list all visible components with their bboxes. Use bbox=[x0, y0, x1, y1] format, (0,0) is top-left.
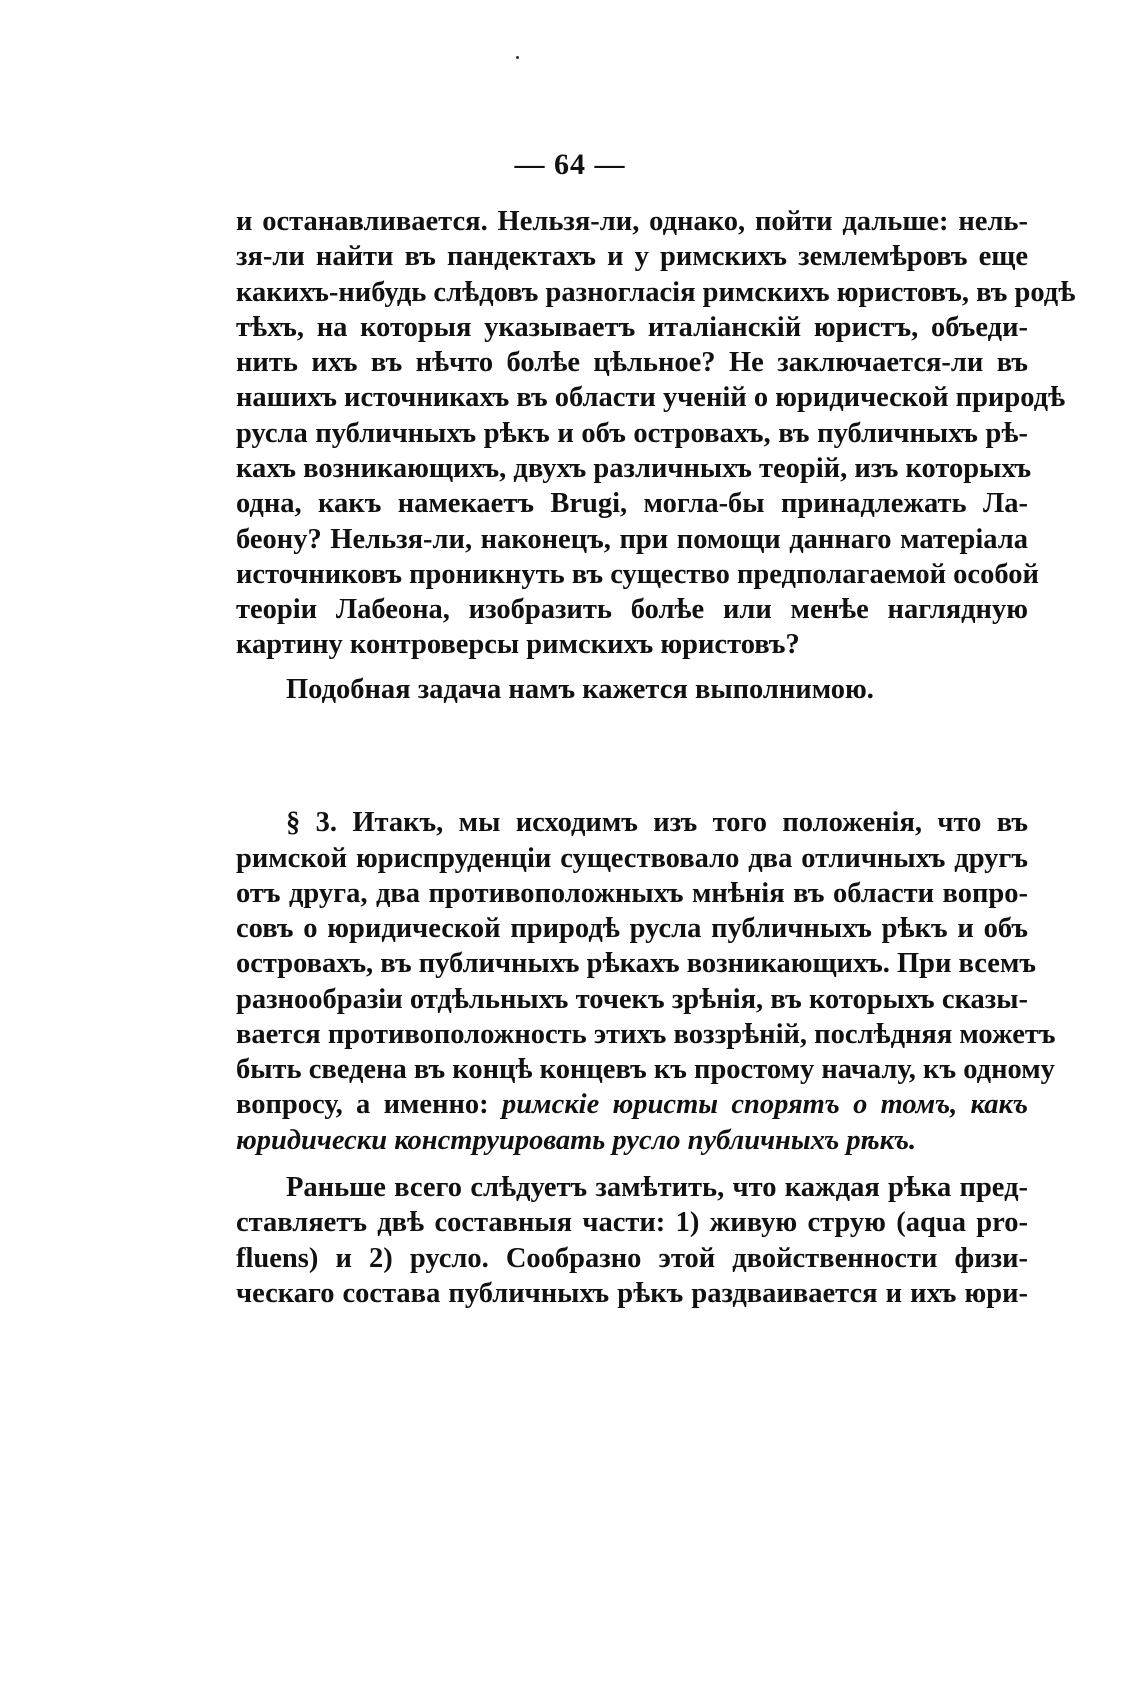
text-line: нашихъ источникахъ въ области ученій о юридической природѣ bbox=[236, 382, 1066, 413]
text-line: картину контроверсы римскихъ юристовъ? bbox=[236, 629, 800, 660]
text-line: зя-ли найти въ пандектахъ и у римскихъ землемѣровъ еще bbox=[236, 241, 1028, 272]
text-line: тѣхъ, на которыя указываетъ италіанскій юристъ, объеди- bbox=[236, 312, 1028, 343]
text-line: разнообразіи отдѣльныхъ точекъ зрѣнія, въ которыхъ сказы- bbox=[236, 984, 1028, 1015]
text-line: вается противоположность этихъ воззрѣній, послѣдняя можетъ bbox=[236, 1019, 1056, 1050]
ink-speck bbox=[516, 56, 519, 59]
text-line: римской юриспруденціи существовало два отличныхъ другъ bbox=[236, 843, 1028, 874]
text-plain: вопросу, а именно: bbox=[236, 1089, 502, 1120]
text-emphasis: римскіе юристы спорятъ о томъ, какъ bbox=[501, 1089, 1028, 1120]
text-line: одна, какъ намекаетъ Brugi, могла-бы принадлежать Ла- bbox=[236, 488, 1028, 519]
text-line: совъ о юридической природѣ русла публичныхъ рѣкъ и объ bbox=[236, 913, 1028, 944]
text-line: и останавливается. Нельзя-ли, однако, пойти дальше: нель- bbox=[236, 206, 1028, 237]
text-line: островахъ, въ публичныхъ рѣкахъ возникающихъ. При всемъ bbox=[236, 948, 1036, 979]
text-line: ставляетъ двѣ составныя части: 1) живую струю (aqua pro- bbox=[236, 1207, 1028, 1238]
text-line: кахъ возникающихъ, двухъ различныхъ теорій, изъ которыхъ bbox=[236, 453, 1032, 484]
text-line: Раньше всего слѣдуетъ замѣтить, что каждая рѣка пред- bbox=[286, 1172, 1028, 1203]
text-line: теоріи Лабеона, изобразить болѣе или менѣе наглядную bbox=[236, 594, 1028, 625]
text-emphasis-line: юридически конструировать русло публичныхъ рѣкъ. bbox=[236, 1125, 917, 1156]
section-heading-line: § 3. Итакъ, мы исходимъ изъ того положенія, что въ bbox=[286, 807, 1028, 838]
text-line: быть сведена въ концѣ концевъ къ простому началу, къ одному bbox=[236, 1054, 1055, 1085]
text-line: Подобная задача намъ кажется выполнимою. bbox=[286, 674, 874, 705]
text-line: какихъ-нибудь слѣдовъ разногласія римскихъ юристовъ, въ родѣ bbox=[236, 277, 1076, 308]
text-line: источниковъ проникнуть въ существо предполагаемой особой bbox=[236, 559, 1039, 590]
text-line: русла публичныхъ рѣкъ и объ островахъ, въ публичныхъ рѣ- bbox=[236, 418, 1028, 449]
page-number: — 64 — bbox=[514, 148, 626, 181]
text-line: беону? Нельзя-ли, наконецъ, при помощи даннаго матеріала bbox=[236, 524, 1028, 555]
text-line: отъ друга, два противоположныхъ мнѣнія въ области вопро- bbox=[236, 878, 1028, 909]
text-line: ческаго состава публичныхъ рѣкъ раздваивается и ихъ юри- bbox=[236, 1278, 1028, 1309]
text-line: fluens) и 2) русло. Сообразно этой двойственности физи- bbox=[236, 1243, 1028, 1274]
text-line: нить ихъ въ нѣчто болѣе цѣльное? Не заключается-ли въ bbox=[236, 347, 1028, 378]
